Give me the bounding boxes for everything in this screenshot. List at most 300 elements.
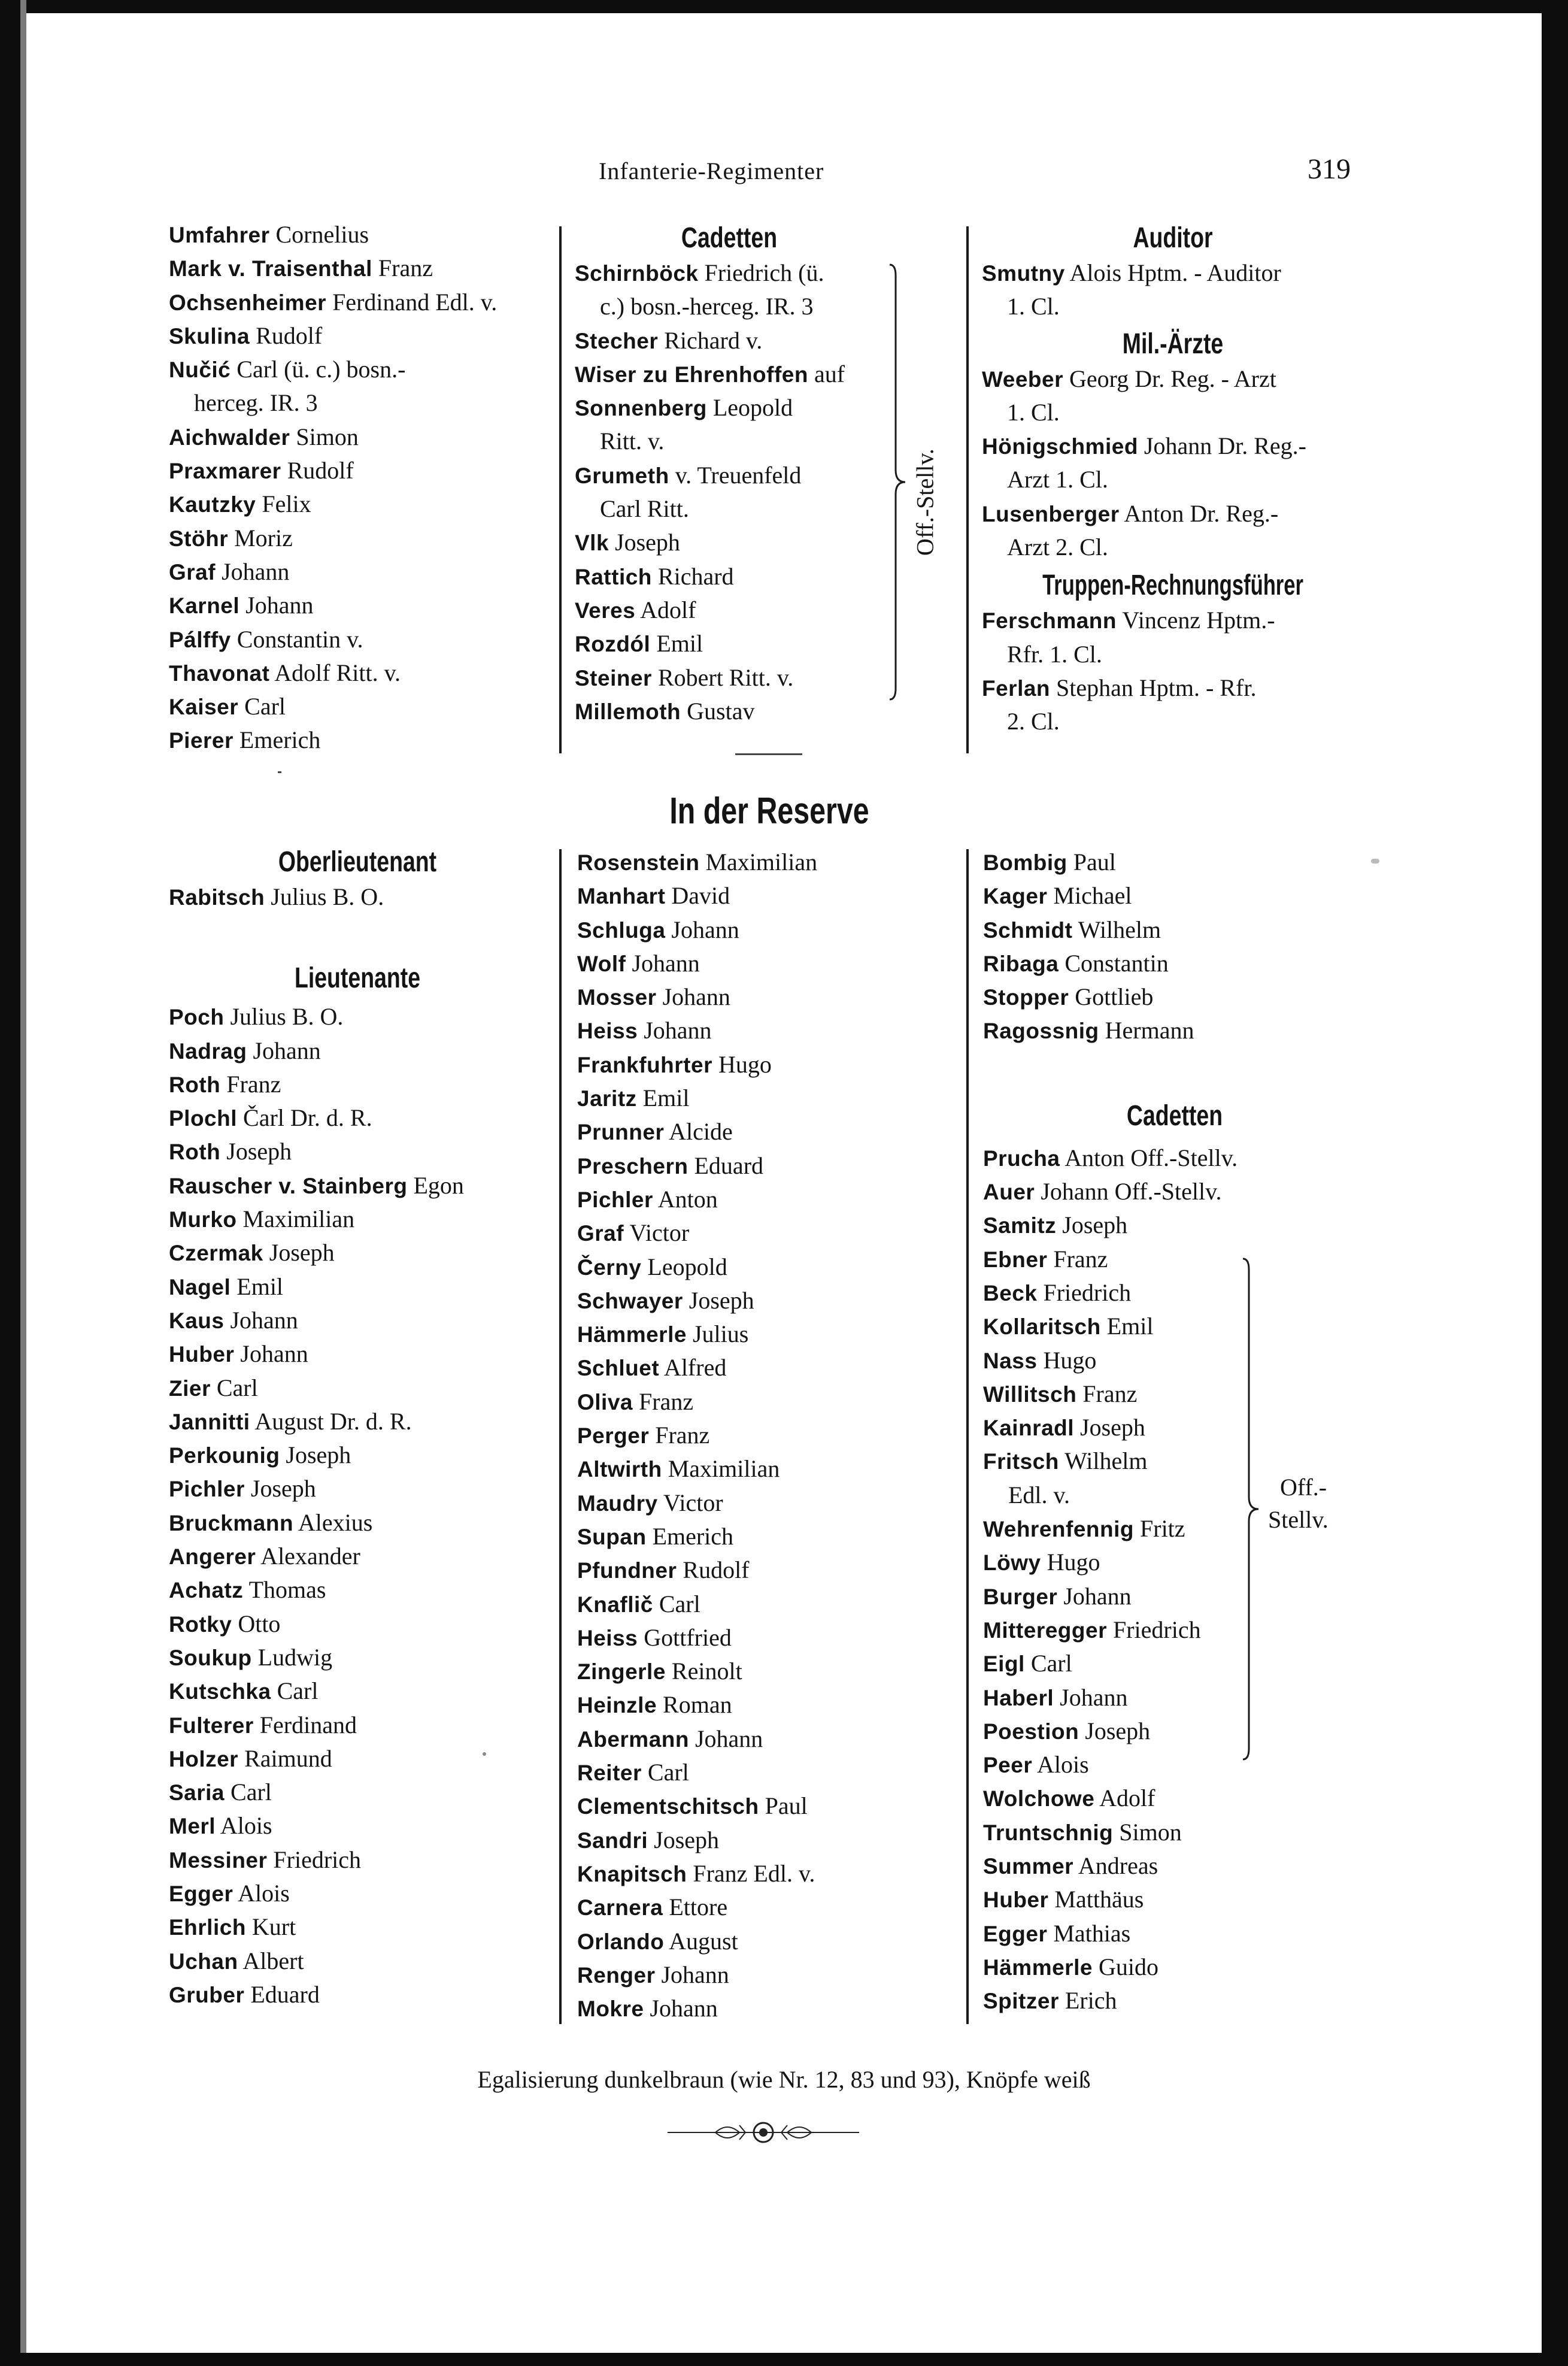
- given-name-and-rank: v. Treuenfeld: [669, 461, 802, 489]
- name-entry: [577, 1992, 960, 2025]
- given-name-and-rank: c.) bosn.-herceg. IR. 3: [600, 293, 814, 320]
- surname: Rosenstein: [577, 850, 700, 875]
- given-name-and-rank: Reinolt: [665, 1658, 742, 1685]
- surname: Saria: [169, 1780, 225, 1805]
- name-entry: [983, 846, 1366, 879]
- surname: Holzer: [169, 1746, 239, 1771]
- given-name-and-rank: Franz: [633, 1388, 694, 1415]
- surname: Pichler: [577, 1187, 653, 1212]
- name-entry: [169, 1000, 546, 1034]
- given-name-and-rank: Carl: [271, 1677, 319, 1705]
- given-name-and-rank: Albert: [238, 1947, 304, 1974]
- given-name-and-rank: Johann: [1057, 1582, 1132, 1610]
- left-bottom-section: [169, 844, 546, 2011]
- surname: Wolchowe: [983, 1786, 1095, 1811]
- surname: Achatz: [169, 1578, 244, 1603]
- name-entry: [983, 947, 1366, 980]
- surname: Messiner: [169, 1847, 268, 1873]
- name-entry: [169, 1438, 546, 1472]
- column-rule-left-bottom: [559, 849, 562, 2024]
- surname: Nass: [983, 1348, 1038, 1373]
- given-name-and-rank: Joseph: [1056, 1211, 1128, 1239]
- given-name-and-rank: Simon: [290, 423, 359, 450]
- name-entry: [577, 1351, 960, 1385]
- given-name-and-rank: Alcide: [664, 1118, 733, 1146]
- name-entry: [169, 1202, 546, 1236]
- auditor-heading: Auditor: [1133, 222, 1213, 254]
- name-entry: [169, 555, 546, 589]
- name-entry: [983, 1950, 1366, 1984]
- lieutenante-heading: Lieutenante: [294, 962, 421, 995]
- surname: Sandri: [577, 1828, 648, 1853]
- surname: Nadrag: [169, 1038, 247, 1064]
- name-entry: [169, 386, 546, 420]
- surname: Millemoth: [575, 699, 681, 724]
- surname: Egger: [983, 1921, 1048, 1946]
- surname: Ochsenheimer: [169, 290, 327, 315]
- name-entry: [169, 1068, 546, 1101]
- surname: Supan: [577, 1524, 647, 1549]
- name-entry: [169, 1776, 546, 1809]
- given-name-and-rank: Thomas: [243, 1576, 326, 1604]
- name-entry: [983, 1175, 1366, 1208]
- surname: Schluga: [577, 917, 666, 943]
- name-entry: [577, 1385, 960, 1419]
- name-entry: [577, 1081, 960, 1115]
- given-name-and-rank: Carl Ritt.: [600, 495, 689, 523]
- surname: Prunner: [577, 1120, 665, 1145]
- name-entry: [169, 1607, 546, 1641]
- surname: Perger: [577, 1423, 650, 1449]
- given-name-and-rank: Anton Dr. Reg.-: [1119, 499, 1279, 527]
- cadetten-heading-top: Cadetten: [681, 222, 778, 254]
- surname: Skulina: [169, 323, 250, 349]
- surname: Thavonat: [169, 661, 270, 686]
- surname: Hämmerle: [983, 1955, 1093, 1980]
- surname: Prucha: [983, 1146, 1060, 1171]
- surname: Maudry: [577, 1491, 658, 1516]
- surname: Weeber: [982, 366, 1063, 392]
- name-entry: [169, 656, 546, 690]
- name-entry: [983, 1849, 1366, 1883]
- given-name-and-rank: Johann Off.-Stellv.: [1035, 1178, 1222, 1205]
- given-name-and-rank: Arzt 2. Cl.: [1007, 534, 1108, 561]
- given-name-and-rank: Richard: [651, 562, 734, 590]
- column-rule-left-top: [559, 226, 562, 753]
- name-entry: [577, 1250, 960, 1284]
- surname: Hämmerle: [577, 1322, 687, 1347]
- name-entry: [575, 627, 884, 661]
- name-entry: [169, 454, 546, 487]
- name-entry: [577, 1183, 960, 1216]
- surname: Reiter: [577, 1761, 642, 1786]
- given-name-and-rank: Edl. v.: [1008, 1481, 1070, 1508]
- surname: Steiner: [575, 665, 652, 690]
- surname: Fulterer: [169, 1713, 254, 1738]
- given-name-and-rank: Anton: [653, 1185, 718, 1213]
- rechnungsfuehrer-heading: Truppen-Rechnungsführer: [1042, 569, 1303, 602]
- given-name-and-rank: Franz: [1076, 1380, 1138, 1407]
- name-entry: [169, 623, 546, 656]
- surname: Haberl: [983, 1685, 1054, 1710]
- column-rule-right-top: [966, 226, 969, 753]
- name-entry: [169, 1506, 546, 1540]
- surname: Mokre: [577, 1997, 644, 2022]
- given-name-and-rank: Hugo: [1037, 1346, 1097, 1374]
- name-entry: [577, 1621, 960, 1655]
- name-entry: [169, 1371, 546, 1405]
- surname: Heiss: [577, 1625, 638, 1650]
- name-entry: [575, 695, 884, 728]
- surname: Roth: [169, 1140, 221, 1165]
- surname: Wolf: [577, 951, 626, 976]
- surname: Praxmarer: [169, 459, 281, 484]
- given-name-and-rank: Emil: [1100, 1313, 1154, 1340]
- name-entry: [169, 1877, 546, 1910]
- name-entry: [983, 1984, 1366, 2017]
- surname: Manhart: [577, 884, 666, 909]
- surname: Summer: [983, 1854, 1074, 1879]
- surname: Ehrlich: [169, 1915, 246, 1940]
- name-entry: [577, 1553, 960, 1587]
- surname: Abermann: [577, 1726, 689, 1752]
- surname: Altwirth: [577, 1457, 662, 1482]
- name-entry: [169, 1910, 546, 1944]
- given-name-and-rank: August: [664, 1927, 738, 1955]
- surname: Uchan: [169, 1949, 238, 1974]
- name-entry: [575, 256, 884, 290]
- given-name-and-rank: Emerich: [233, 726, 321, 754]
- surname: Vlk: [575, 531, 609, 556]
- surname: Merl: [169, 1814, 216, 1839]
- given-name-and-rank: Joseph: [280, 1441, 351, 1469]
- surname: Kainradl: [983, 1416, 1075, 1441]
- given-name-and-rank: Felix: [256, 490, 311, 518]
- given-name-and-rank: Fritz: [1134, 1515, 1185, 1543]
- given-name-and-rank: Carl: [641, 1759, 689, 1786]
- name-entry: [982, 604, 1364, 637]
- given-name-and-rank: Johann: [638, 1017, 712, 1044]
- brace-offstellv-bottom: [1241, 1258, 1262, 1761]
- name-entry: [577, 1520, 960, 1553]
- name-entry: [983, 1748, 1366, 1782]
- given-name-and-rank: Raimund: [238, 1744, 332, 1772]
- surname: Stopper: [983, 985, 1069, 1010]
- given-name-and-rank: Gottfried: [638, 1623, 732, 1651]
- name-entry: [577, 1014, 960, 1047]
- given-name-and-rank: Constantin v.: [231, 625, 363, 653]
- given-name-and-rank: Joseph: [683, 1286, 754, 1314]
- name-entry: [577, 1149, 960, 1183]
- name-entry: [169, 1337, 546, 1371]
- given-name-and-rank: Franz Edl. v.: [687, 1859, 815, 1887]
- brace-label-offstellv-bottom-1: Off.-: [1280, 1474, 1327, 1501]
- given-name-and-rank: Friedrich: [1106, 1616, 1201, 1643]
- name-entry: [577, 1722, 960, 1756]
- name-entry: [169, 880, 546, 914]
- given-name-and-rank: Rudolf: [281, 457, 354, 484]
- given-name-and-rank: Joseph: [648, 1826, 720, 1853]
- given-name-and-rank: Constantin: [1059, 949, 1169, 977]
- given-name-and-rank: Johann: [224, 1306, 298, 1334]
- name-entry: [982, 705, 1364, 738]
- name-entry: [982, 290, 1364, 323]
- given-name-and-rank: Joseph: [1079, 1717, 1151, 1744]
- rechnungsfuehrer-list: [982, 604, 1364, 738]
- given-name-and-rank: 1. Cl.: [1007, 293, 1060, 320]
- surname: Oliva: [577, 1389, 633, 1414]
- name-entry: [169, 1573, 546, 1607]
- surname: Veres: [575, 598, 636, 623]
- given-name-and-rank: Ferdinand Edl. v.: [326, 288, 498, 316]
- surname: Umfahrer: [169, 223, 270, 247]
- surname: Egger: [169, 1882, 233, 1907]
- given-name-and-rank: Johann: [1054, 1683, 1128, 1711]
- given-name-and-rank: Ludwig: [251, 1643, 333, 1671]
- name-entry: [577, 1115, 960, 1149]
- surname: Huber: [169, 1342, 235, 1367]
- surname: Eigl: [983, 1652, 1025, 1677]
- surname: Peer: [983, 1753, 1033, 1778]
- surname: Schluet: [577, 1356, 660, 1381]
- given-name-and-rank: Alfred: [659, 1354, 727, 1382]
- given-name-and-rank: Friedrich: [267, 1846, 362, 1873]
- given-name-and-rank: Friedrich: [1037, 1279, 1132, 1306]
- surname: Grumeth: [575, 463, 669, 488]
- name-entry: [983, 879, 1366, 913]
- given-name-and-rank: Hugo: [712, 1050, 772, 1078]
- surname: Burger: [983, 1584, 1058, 1609]
- surname: Frankfuhrter: [577, 1052, 712, 1077]
- name-entry: [169, 1641, 546, 1674]
- name-entry: [983, 1782, 1366, 1815]
- name-entry: [577, 1048, 960, 1081]
- surname: Carnera: [577, 1895, 663, 1920]
- brace-offstellv-top: [887, 263, 909, 701]
- given-name-and-rank: Joseph: [609, 529, 680, 556]
- surname: Kutschka: [169, 1679, 271, 1704]
- surname: Huber: [983, 1888, 1049, 1913]
- given-name-and-rank: Alois: [1032, 1751, 1089, 1779]
- given-name-and-rank: Adolf Ritt. v.: [269, 659, 401, 686]
- name-entry: [169, 690, 546, 723]
- surname: Rozdól: [575, 632, 651, 657]
- surname: Samitz: [983, 1213, 1057, 1238]
- given-name-and-rank: Ferdinand: [253, 1711, 357, 1738]
- name-entry: [577, 1486, 960, 1520]
- oberlieutenant-heading: Oberlieutenant: [278, 846, 437, 878]
- separator-short-middle: [735, 753, 802, 755]
- name-entry: [169, 1674, 546, 1708]
- surname: Ferschmann: [982, 608, 1117, 634]
- surname: Kager: [983, 884, 1048, 909]
- given-name-and-rank: Carl: [225, 1779, 272, 1806]
- reserve-heading: In der Reserve: [669, 790, 869, 832]
- surname: Ferlan: [982, 675, 1051, 701]
- scan-edge-left-inner: [20, 0, 26, 2366]
- surname: Willitsch: [983, 1382, 1077, 1407]
- given-name-and-rank: Cornelius: [269, 221, 369, 248]
- name-entry: [983, 1276, 1366, 1310]
- right-top-section: [982, 220, 1364, 739]
- surname: Smutny: [982, 261, 1065, 286]
- surname: Graf: [577, 1221, 624, 1246]
- given-name-and-rank: Alois: [233, 1880, 290, 1907]
- surname: Spitzer: [983, 1989, 1059, 2014]
- name-entry: [982, 362, 1364, 396]
- name-entry: [577, 1588, 960, 1621]
- given-name-and-rank: Johann: [644, 1995, 718, 2022]
- given-name-and-rank: Rudolf: [250, 322, 323, 349]
- surname: Fritsch: [983, 1449, 1059, 1474]
- name-entry: [169, 723, 546, 757]
- name-entry: [983, 1681, 1366, 1714]
- name-entry: [169, 1236, 546, 1270]
- name-entry: [577, 947, 960, 980]
- name-entry: [983, 1243, 1366, 1276]
- surname: Ragossnig: [983, 1019, 1099, 1044]
- given-name-and-rank: Emil: [636, 1084, 690, 1112]
- surname: Bombig: [983, 850, 1067, 875]
- surname: Clementschitsch: [577, 1794, 759, 1819]
- name-entry: [983, 1377, 1366, 1411]
- surname: Perkounig: [169, 1443, 280, 1468]
- given-name-and-rank: Franz: [372, 255, 433, 282]
- name-entry: [983, 1546, 1366, 1579]
- given-name-and-rank: Matthäus: [1048, 1886, 1144, 1913]
- given-name-and-rank: Johann: [689, 1725, 763, 1752]
- name-entry: [983, 913, 1366, 947]
- given-name-and-rank: Richard v.: [658, 326, 763, 354]
- given-name-and-rank: Johann: [216, 558, 290, 585]
- given-name-and-rank: Alois Hptm. - Auditor: [1064, 259, 1281, 286]
- given-name-and-rank: Alexander: [256, 1543, 360, 1570]
- given-name-and-rank: Carl: [238, 693, 286, 720]
- given-name-and-rank: Mathias: [1047, 1919, 1131, 1947]
- surname: Truntschnig: [983, 1820, 1114, 1845]
- surname: Kollaritsch: [983, 1314, 1101, 1340]
- surname: Orlando: [577, 1929, 665, 1954]
- given-name-and-rank: Carl: [210, 1374, 258, 1401]
- given-name-and-rank: Paul: [759, 1792, 808, 1820]
- surname: Nagel: [169, 1274, 231, 1299]
- name-entry: [169, 286, 546, 319]
- scan-edge-left: [0, 0, 20, 2366]
- given-name-and-rank: Paul: [1067, 849, 1116, 875]
- surname: Wiser zu Ehrenhoffen: [575, 362, 808, 387]
- name-entry: [983, 1014, 1366, 1047]
- given-name-and-rank: Carl: [653, 1590, 700, 1617]
- given-name-and-rank: Rudolf: [677, 1556, 750, 1584]
- name-entry: [169, 589, 546, 622]
- given-name-and-rank: Emerich: [646, 1522, 734, 1550]
- given-name-and-rank: Gustav: [681, 697, 755, 725]
- name-entry: [169, 420, 546, 454]
- brace-label-offstellv-bottom-2: Stellv.: [1268, 1506, 1329, 1533]
- name-entry: [169, 1034, 546, 1068]
- name-entry: [577, 1789, 960, 1823]
- name-entry: [983, 1208, 1366, 1242]
- given-name-and-rank: Johann: [665, 916, 739, 943]
- given-name-and-rank: 2. Cl.: [1007, 708, 1060, 735]
- running-head: Infanterie-Regimenter: [599, 157, 824, 184]
- surname: Murko: [169, 1207, 237, 1232]
- name-entry: [577, 1655, 960, 1688]
- name-entry: [169, 1405, 546, 1438]
- name-entry: [577, 980, 960, 1014]
- surname: Kaus: [169, 1308, 225, 1333]
- given-name-and-rank: Julius B. O.: [265, 883, 384, 910]
- surname: Knaflič: [577, 1592, 653, 1617]
- name-entry: [982, 256, 1364, 290]
- surname: Lusenberger: [982, 501, 1120, 526]
- surname: Schmidt: [983, 917, 1073, 943]
- militaeraerzte-list: [982, 362, 1364, 565]
- reserve-middle-list: [577, 846, 960, 2025]
- auditor-list: [982, 256, 1364, 324]
- left-top-list: [169, 218, 546, 758]
- given-name-and-rank: Wilhelm: [1072, 916, 1161, 943]
- given-name-and-rank: Emil: [231, 1273, 284, 1300]
- surname: Löwy: [983, 1550, 1041, 1576]
- given-name-and-rank: 1. Cl.: [1007, 398, 1060, 426]
- name-entry: [982, 531, 1364, 564]
- given-name-and-rank: Joseph: [244, 1475, 316, 1502]
- name-entry: [577, 1891, 960, 1924]
- militaeraerzte-heading: Mil.-Ärzte: [1122, 328, 1224, 360]
- given-name-and-rank: Johann: [234, 1340, 308, 1368]
- name-entry: [577, 1958, 960, 1992]
- surname: Poestion: [983, 1719, 1079, 1744]
- name-entry: [169, 1135, 546, 1168]
- given-name-and-rank: Hugo: [1041, 1549, 1100, 1576]
- given-name-and-rank: Rfr. 1. Cl.: [1007, 640, 1102, 668]
- scan-edge-right: [1542, 0, 1568, 2366]
- given-name-and-rank: Egon: [407, 1171, 464, 1199]
- surname: Ribaga: [983, 951, 1059, 976]
- surname: Graf: [169, 559, 216, 584]
- name-entry: [575, 661, 884, 695]
- name-entry: [169, 1169, 546, 1202]
- name-entry: [983, 1344, 1366, 1377]
- lieutenante-list: [169, 1000, 546, 2011]
- scan-edge-bottom: [0, 2353, 1568, 2366]
- column-rule-right-bottom: [966, 849, 969, 2024]
- name-entry: [577, 1756, 960, 1789]
- name-entry: [169, 353, 546, 386]
- name-entry: [983, 1883, 1366, 1916]
- given-name-and-rank: Emil: [650, 630, 703, 658]
- given-name-and-rank: Johann: [626, 949, 700, 977]
- surname: Renger: [577, 1962, 656, 1988]
- given-name-and-rank: Johann Dr. Reg.-: [1138, 432, 1306, 460]
- name-entry: [982, 396, 1364, 429]
- given-name-and-rank: Čarl Dr. d. R.: [237, 1104, 372, 1132]
- surname: Zingerle: [577, 1659, 666, 1685]
- page-number: 319: [1308, 153, 1351, 185]
- surname: Gruber: [169, 1982, 245, 2007]
- name-entry: [169, 319, 546, 353]
- given-name-and-rank: herceg. IR. 3: [194, 389, 318, 417]
- name-entry: [169, 1944, 546, 1978]
- given-name-and-rank: Guido: [1092, 1953, 1158, 1980]
- given-name-and-rank: Ritt. v.: [600, 428, 665, 455]
- given-name-and-rank: Franz: [1047, 1245, 1108, 1273]
- given-name-and-rank: Hermann: [1099, 1017, 1194, 1044]
- name-entry: [982, 638, 1364, 671]
- name-entry: [983, 1411, 1366, 1444]
- surname: Plochl: [169, 1106, 238, 1131]
